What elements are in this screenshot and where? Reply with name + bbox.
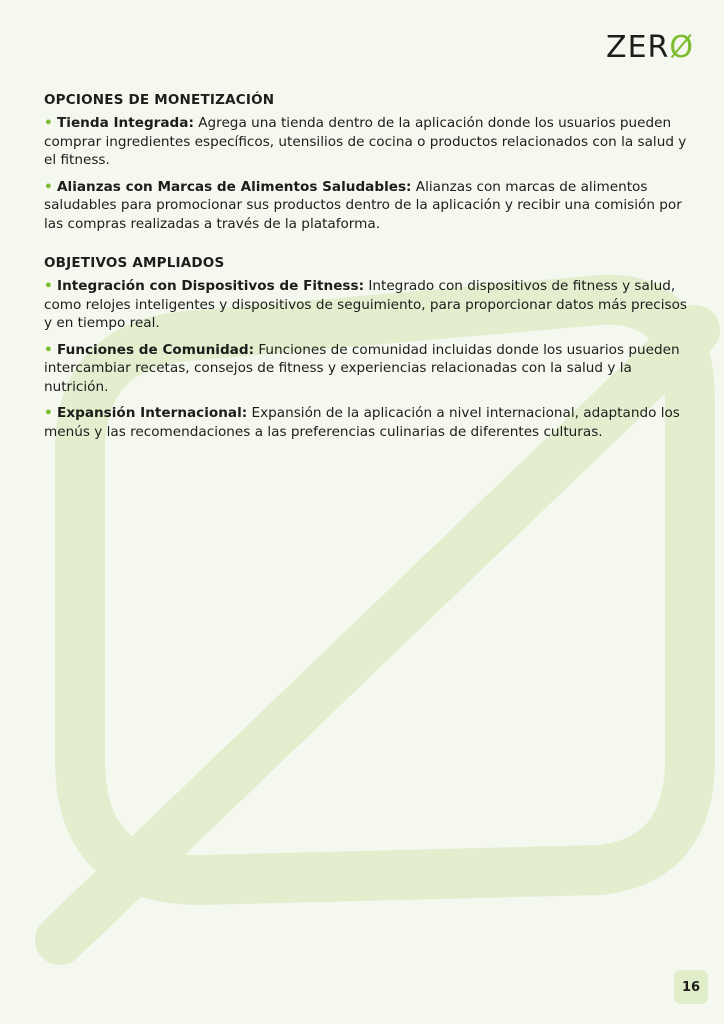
list-item (44, 404, 694, 441)
item-text: Alianzas con marcas de alimentos saludables para promocionar sus productos dentro de la aplicación y recibir una comisión por las compras realizadas a través de la plataforma. (44, 178, 682, 232)
section-objectives (44, 255, 694, 441)
item-label: Expansión Internacional: (57, 405, 248, 421)
list-item (44, 277, 694, 333)
item-label: Integración con Dispositivos de Fitness: (57, 278, 365, 294)
item-label: Tienda Integrada: (57, 115, 194, 131)
list-item (44, 178, 694, 234)
item-label: Alianzas con Marcas de Alimentos Saludables: (57, 178, 412, 195)
page-number: 16 (674, 970, 708, 1004)
bullet-icon: • (44, 405, 53, 421)
zero-logo (606, 30, 694, 65)
list-item (44, 341, 694, 397)
logo-accent: Ø (669, 30, 694, 65)
main-content (44, 92, 694, 449)
item-text: Expansión de la aplicación a nivel internacional, adaptando los menús y las recomendaciones a las preferencias culinarias de diferentes culturas. (44, 405, 680, 440)
item-text: Funciones de comunidad incluidas donde los usuarios pueden intercambiar recetas, consejos de fitness y experiencias relacionadas con la salud y la nutrición. (44, 341, 680, 395)
item-label: Funciones de Comunidad: (57, 341, 255, 358)
item-text: Agrega una tienda dentro de la aplicación donde los usuarios pueden comprar ingredientes específicos, utensilios de cocina o productos relacionados con la salud y el fitness. (44, 115, 687, 168)
bullet-icon: • (44, 178, 53, 195)
section-title: OBJETIVOS AMPLIADOS (44, 255, 225, 271)
section-monetization (44, 92, 694, 233)
bullet-icon: • (44, 341, 53, 358)
section-title: OPCIONES DE MONETIZACIÓN (44, 92, 275, 108)
logo-text: ZER (606, 30, 670, 65)
bullet-icon: • (44, 278, 53, 294)
bullet-icon: • (44, 115, 53, 131)
item-text: Integrado con dispositivos de fitness y salud, como relojes inteligentes y dispositivos de seguimiento, para proporcionar datos más precisos y en tiempo real. (44, 278, 687, 331)
list-item (44, 114, 694, 170)
